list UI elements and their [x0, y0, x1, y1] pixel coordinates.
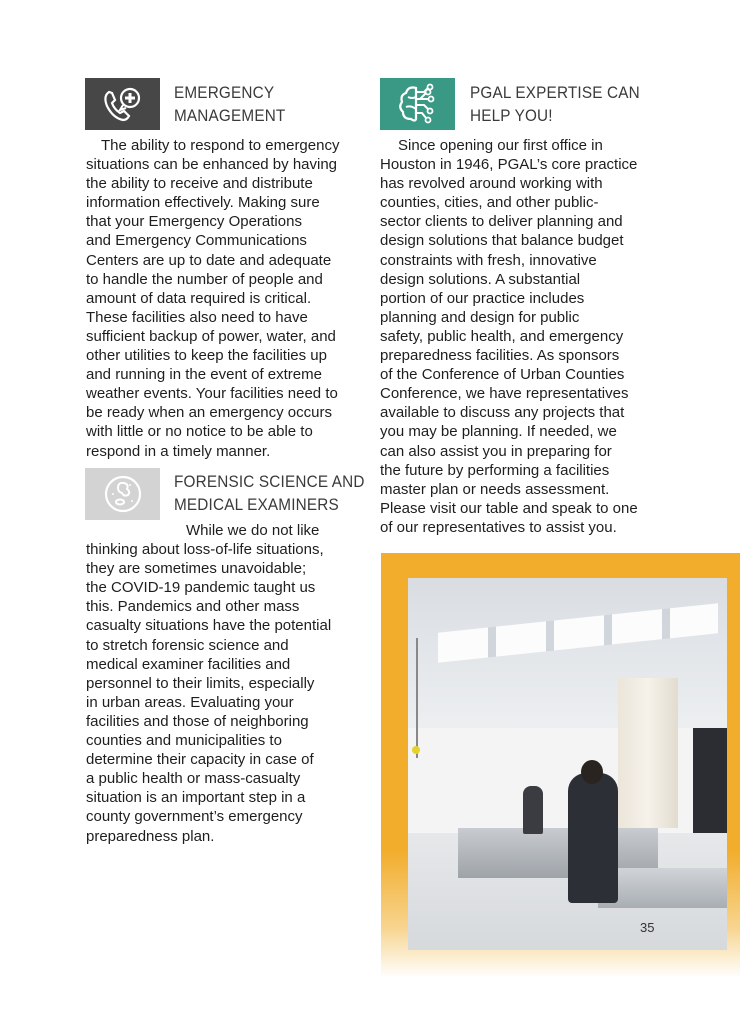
- text-line: you may be planning. If needed, we: [380, 423, 617, 441]
- emergency-heading: [174, 81, 285, 127]
- text-line: constraints with fresh, innovative: [380, 251, 597, 269]
- heading-line: MEDICAL EXAMINERS: [174, 495, 339, 514]
- text-line: master plan or needs assessment.: [380, 480, 610, 498]
- text-line: safety, public health, and emergency: [380, 327, 624, 345]
- text-line: Since opening our first office in: [398, 137, 603, 154]
- brain-circuit-icon: [396, 83, 440, 125]
- forensic-paragraph: [86, 521, 331, 846]
- text-line: of our representatives to assist you.: [380, 518, 617, 536]
- text-line: this. Pandemics and other mass: [86, 598, 300, 616]
- text-line: respond in a timely manner.: [86, 442, 271, 460]
- text-line: of the Conference of Urban Counties: [380, 366, 625, 384]
- text-line: with little or no notice to be able to: [86, 423, 313, 441]
- text-line: that your Emergency Operations: [86, 213, 302, 231]
- text-line: sector clients to deliver planning and: [380, 213, 623, 231]
- text-line: to stretch forensic science and: [86, 636, 289, 654]
- text-line: Please visit our table and speak to one: [380, 499, 638, 517]
- text-line: in urban areas. Evaluating your: [86, 693, 294, 711]
- text-line: the ability to receive and distribute: [86, 175, 313, 193]
- heading-line: HELP YOU!: [470, 106, 553, 125]
- text-line: casualty situations have the potential: [86, 617, 332, 635]
- text-line: planning and design for public: [380, 308, 580, 326]
- text-line: be ready when an emergency occurs: [86, 404, 332, 422]
- text-line: and running in the event of extreme: [86, 366, 322, 384]
- text-line: portion of our practice includes: [380, 289, 585, 307]
- phone-medical-icon: [99, 84, 147, 124]
- heading-line: EMERGENCY: [174, 83, 275, 102]
- text-line: and Emergency Communications: [86, 232, 307, 250]
- forensic-lab-photo: [408, 578, 727, 950]
- petri-dish-icon: [103, 474, 143, 514]
- text-line: available to discuss any projects that: [380, 404, 625, 422]
- text-line: design solutions that balance budget: [380, 232, 624, 250]
- page-number: 35: [640, 920, 655, 935]
- text-line: to handle the number of people and: [86, 270, 323, 288]
- text-line: they are sometimes unavoidable;: [86, 560, 307, 578]
- text-line: determine their capacity in case of: [86, 751, 314, 769]
- text-line: These facilities also need to have: [86, 308, 308, 326]
- text-line: personnel to their limits, especially: [86, 674, 315, 692]
- text-line: situations can be enhanced by having: [86, 156, 338, 174]
- emergency-paragraph: [86, 136, 339, 461]
- text-line: sufficient backup of power, water, and: [86, 327, 336, 345]
- heading-line: MANAGEMENT: [174, 106, 286, 125]
- text-line: situation is an important step in a: [86, 789, 306, 807]
- text-line: county government’s emergency: [86, 808, 303, 826]
- forensic-icon-box: [85, 468, 160, 520]
- text-line: medical examiner facilities and: [86, 655, 291, 673]
- text-line: the future by performing a facilities: [380, 461, 610, 479]
- text-line: amount of data required is critical.: [86, 289, 312, 307]
- expertise-icon-box: [380, 78, 455, 130]
- text-line: has revolved around working with: [380, 175, 603, 193]
- text-line: the COVID-19 pandemic taught us: [86, 579, 316, 597]
- text-line: facilities and those of neighboring: [86, 712, 309, 730]
- text-line: can also assist you in preparing for: [380, 442, 612, 460]
- heading-line: FORENSIC SCIENCE AND: [174, 472, 365, 491]
- text-line: information effectively. Making sure: [86, 194, 320, 212]
- text-line: Conference, we have representatives: [380, 385, 629, 403]
- text-line: preparedness plan.: [86, 827, 215, 845]
- text-line: Centers are up to date and adequate: [86, 251, 332, 269]
- expertise-heading: [470, 81, 640, 127]
- forensic-heading: [174, 470, 365, 516]
- text-line: While we do not like: [186, 522, 320, 539]
- text-line: a public health or mass-casualty: [86, 770, 301, 788]
- emergency-icon-box: [85, 78, 160, 130]
- heading-line: PGAL EXPERTISE CAN: [470, 83, 640, 102]
- text-line: design solutions. A substantial: [380, 270, 581, 288]
- text-line: weather events. Your facilities need to: [86, 385, 338, 403]
- text-line: thinking about loss-of-life situations,: [86, 541, 324, 559]
- text-line: counties, cities, and other public-: [380, 194, 599, 212]
- text-line: The ability to respond to emergency: [101, 137, 340, 154]
- expertise-paragraph: [380, 136, 638, 537]
- text-line: Houston in 1946, PGAL’s core practice: [380, 156, 638, 174]
- text-line: counties and municipalities to: [86, 732, 282, 750]
- text-line: preparedness facilities. As sponsors: [380, 347, 620, 365]
- text-line: other utilities to keep the facilities up: [86, 347, 327, 365]
